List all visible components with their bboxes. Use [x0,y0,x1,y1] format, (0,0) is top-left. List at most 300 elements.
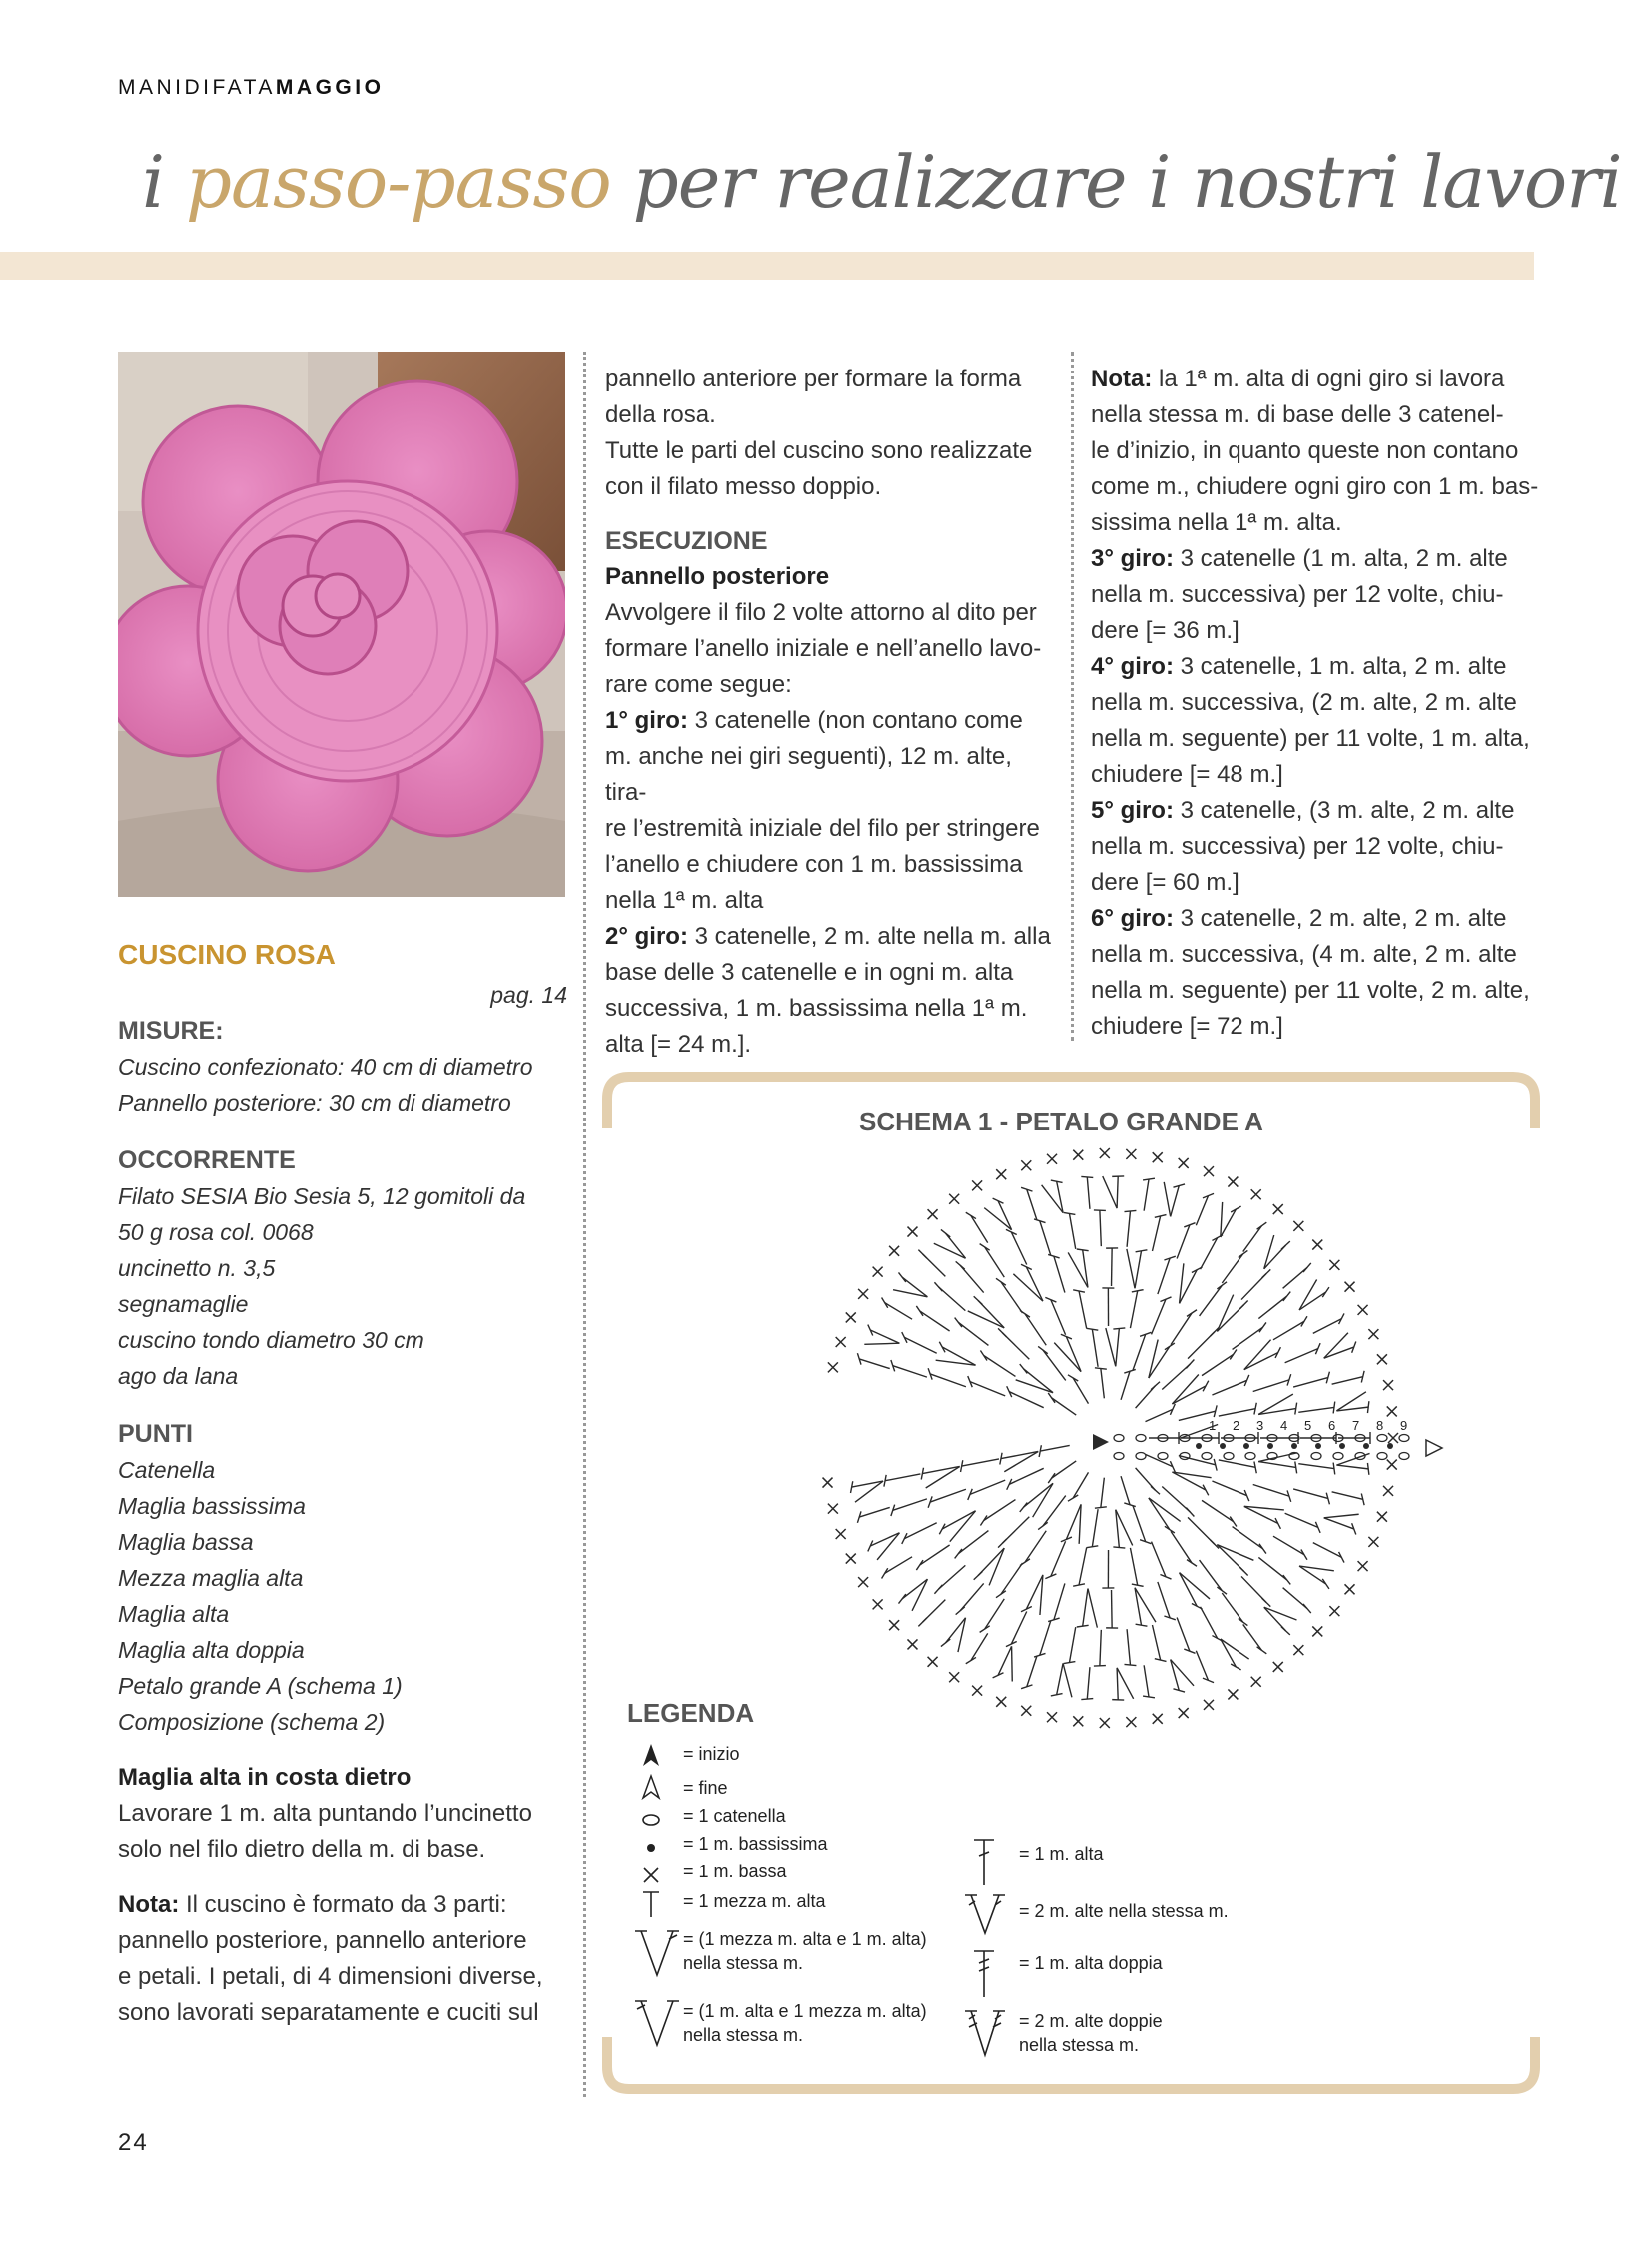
legend-row-hdc [633,1887,1013,1921]
giro2-line-1 [605,919,1057,955]
giro5-line-2: nella m. successiva) per 12 volte, chiu- [1091,833,1504,860]
stitch-crossbar [1020,1364,1028,1373]
stitch-crossbar [1231,1664,1240,1670]
slip-stitch-mark [1339,1443,1345,1449]
stitch-post-pair [1217,1545,1253,1561]
legend-left [633,1740,1013,2059]
stitch-post [1253,1484,1289,1496]
punti-heading: PUNTI [118,1420,193,1448]
stitch-post [1298,1407,1334,1412]
slip-stitch-dot-icon [639,1836,663,1860]
stitch-post-pair [1324,1514,1359,1518]
stitch-crossbar [934,1585,942,1594]
stitch-crossbar [956,1261,965,1269]
stitch-crossbar [918,1618,926,1627]
stitch-post [1212,1481,1246,1496]
intro-line-1: pannello anteriore per formare la forma [605,366,1022,392]
stitch-crossbar [1281,1241,1290,1249]
stitch-post [1051,1541,1066,1576]
stitch-post [1202,1500,1234,1521]
stitch-crossbar [1007,1479,1012,1490]
stitch-post [1144,1179,1149,1211]
single-crochet-mark [846,1312,856,1322]
hdc-dc-v-icon [633,1925,681,1981]
single-crochet-mark [1153,1714,1163,1724]
end-marker [1426,1440,1442,1456]
stitch-crossbar [1020,1503,1028,1512]
stitch-post [1212,1380,1246,1395]
stitch-post [1052,1398,1077,1415]
rnota-label: Nota: [1091,366,1153,392]
stitch-post [1152,1299,1166,1334]
chain-mark [1377,1435,1387,1442]
stitch-crossbar [996,1278,1006,1285]
stitch-post [1313,1543,1341,1558]
legend-row-chain [633,1804,1013,1832]
intro-line-3: Tutte le parti del cuscino sono realizzate [605,437,1033,464]
stitch-post-pair [1299,1280,1317,1310]
single-crochet-mark [972,1686,982,1696]
single-crochet-mark [823,1478,833,1488]
giro2-first-text: 3 catenelle, 2 m. alte nella m. alla [687,923,1051,950]
stitch-post [1066,1504,1081,1539]
stitch-crossbar [980,1351,987,1361]
single-crochet-mark [1251,1189,1261,1199]
stitch-post-pair [1012,1646,1013,1681]
stitch-post [1298,1464,1334,1469]
punti-line-7: Petalo grande A (schema 1) [118,1673,403,1699]
title-part-1: i [142,140,186,224]
stitch-crossbar [1239,1567,1247,1576]
stitch-post [1054,1583,1065,1619]
stitch-post [1200,1285,1223,1316]
stitch-post [1027,1189,1037,1219]
schema-title: SCHEMA 1 - PETALO GRANDE A [859,1107,1263,1136]
pannello-heading: Pannello posteriore [605,563,830,590]
stitch-crossbar [1283,1575,1290,1584]
stitch-post [1092,1329,1098,1367]
giro2-label: 2° giro: [605,923,688,950]
stitch-crossbar [1186,1508,1194,1517]
stitch-crossbar [1038,1346,1048,1353]
stitch-crossbar [998,1328,1006,1337]
stitch-post [1130,1548,1137,1585]
single-crochet-mark [858,1289,868,1299]
stitch-post [1024,1483,1054,1507]
single-crochet-mark [1312,1240,1322,1250]
giro6-line-3: nella m. seguente) per 11 volte, 2 m. alte, [1091,977,1530,1004]
costa-heading: Maglia alta in costa dietro [118,1764,412,1791]
stitch-crossbar [1303,1604,1311,1613]
single-crochet-mark [1387,1406,1397,1416]
stitch-crossbar [1339,1313,1344,1324]
stitch-crossbar [1095,1507,1107,1508]
single-crochet-mark [1204,1166,1214,1176]
slip-stitch-mark [1267,1443,1273,1449]
punti-line-8: Composizione (schema 2) [118,1709,386,1735]
stitch-post [1221,1209,1237,1237]
stitch-crossbar [1124,1664,1136,1665]
stitch-crossbar [1322,1579,1329,1589]
stitch-post-pair [950,1511,976,1542]
single-crochet-mark [1153,1152,1163,1162]
giro4-line-2: nella m. successiva, (2 m. alte, 2 m. alte [1091,689,1517,716]
chain-mark [1311,1453,1321,1460]
stitch-post [1258,1557,1286,1579]
stitch-crossbar [1170,1461,1175,1472]
single-crochet-mark [1345,1584,1355,1594]
stitch-post [870,1330,899,1343]
stitch-post-pair [1217,1295,1233,1332]
chain-mark [1399,1435,1409,1442]
stitch-post [984,1356,1016,1377]
stitch-post [1233,1327,1263,1349]
title-part-2: per realizzare i nostri lavori [610,140,1622,224]
stitch-crossbar [918,1250,926,1259]
single-crochet-mark [1358,1305,1368,1315]
stitch-post-pair [1054,1343,1081,1372]
stitch-crossbar [1095,1368,1107,1369]
stitch-crossbar [1295,1461,1297,1473]
stitch-post [1083,1589,1088,1627]
stitch-crossbar [868,1325,873,1336]
stitch-post [1243,1624,1262,1650]
legend-right [969,1834,1348,2069]
single-crochet-mark [858,1577,868,1587]
stitch-crossbar [1081,1699,1093,1700]
stitch-crossbar [1333,1463,1335,1475]
stitch-crossbar [1301,1316,1307,1326]
stitch-post [1040,1445,1069,1451]
page-number: 24 [118,2129,149,2156]
stitch-post [1121,1371,1130,1400]
stitch-post [1222,1254,1242,1283]
stitch-post [1127,1211,1130,1247]
stitch-post [1285,1513,1318,1527]
stitch-post [1079,1548,1087,1585]
stitch-post [1009,1392,1043,1408]
stitch-post [885,1303,912,1320]
stitch-post [1127,1629,1130,1665]
avvolgere-line-2: formare l’anello iniziale e nell’anello lavo- [605,635,1042,662]
treble-crochet-icon [969,1945,999,2001]
rnota-line-5: sissima nella 1ª m. alta. [1091,509,1342,536]
stitch-crossbar [882,1568,888,1578]
single-crochet-mark [996,1169,1006,1179]
stitch-post [1100,1210,1101,1246]
giro4-first-text: 3 catenelle, 1 m. alta, 2 m. alte [1173,653,1507,680]
avvolgere-line-1: Avvolgere il filo 2 volte attorno al dito per [605,599,1037,626]
single-crochet-mark [1021,1160,1031,1170]
stitch-crossbar [1081,1176,1093,1177]
single-crochet-mark [1368,1537,1378,1547]
stitch-post [859,1507,890,1517]
single-crochet-mark [907,1227,917,1237]
stitch-crossbar [1295,1403,1297,1415]
brand-bold: MAGGIO [275,76,385,99]
costa-line-1: Lavorare 1 m. alta puntando l’uncinetto [118,1800,532,1827]
stitch-post [1152,1625,1160,1660]
stitch-crossbar [898,1272,905,1281]
cushion-photo [118,352,565,897]
punti-line-6: Maglia alta doppia [118,1637,305,1663]
legend-row-end [633,1772,1013,1804]
dc-hdc-v-icon [633,1995,681,2051]
stitch-post-pair [864,1343,899,1344]
stitch-post [1324,1518,1354,1529]
single-crochet-mark [1179,1158,1189,1168]
stitch-crossbar [993,1198,1004,1203]
stitch-crossbar [980,1626,990,1633]
occorrente-line-3: uncinetto n. 3,5 [118,1255,276,1281]
intro-line-4: con il filato messo doppio. [605,473,882,500]
giro6-line-4: chiudere [= 72 m.] [1091,1013,1283,1040]
single-crochet-mark [836,1337,846,1347]
legend-row-slip [633,1832,1013,1860]
legend-dc-hdc-line2: nella stessa m. [683,2025,804,2045]
single-crochet-mark [836,1529,846,1539]
single-crochet-mark [846,1554,856,1564]
stitch-post [1052,1461,1077,1478]
stitch-post [1117,1176,1118,1208]
stitch-post [1177,1225,1190,1259]
stitch-post [1179,1456,1216,1465]
nota-line-3: e petali. I petali, di 4 dimensioni diverse, [118,1963,543,1990]
punti-line-3: Maglia bassa [118,1529,254,1555]
chain-mark [1136,1435,1146,1442]
single-crochet-mark [1293,1645,1303,1655]
giro6-line-1 [1091,901,1540,937]
stitch-post [1233,1527,1263,1549]
stitch-crossbar [996,1591,1006,1598]
giro1-line-3: re l’estremità iniziale del filo per stringere [605,815,1040,842]
nota-line-2: pannello posteriore, pannello anteriore [118,1927,527,1954]
chain-mark [1158,1453,1168,1460]
giro1-line-1 [605,703,1057,739]
slip-stitch-mark [1363,1443,1369,1449]
stitch-post-pair [1164,1182,1170,1217]
stitch-crossbar [898,1594,905,1603]
stitch-crossbar [1068,1495,1078,1501]
stitch-post [1040,1621,1051,1655]
single-crochet-mark [1228,1689,1238,1699]
stitch-post [1258,1296,1286,1318]
rose-cushion-illustration [118,352,565,897]
stitch-crossbar [980,1515,987,1525]
stitch-post [1201,1607,1218,1639]
stitch-post [1177,1618,1190,1652]
stitch-crossbar [1239,1300,1247,1309]
chain-mark [1245,1453,1255,1460]
stitch-post [1180,1573,1198,1607]
giro2-line-4: alta [= 24 m.]. [605,1031,752,1058]
occorrente-line-5: cuscino tondo diametro 30 cm [118,1327,424,1353]
stitch-crossbar [1257,1647,1267,1654]
stitch-post-pair [1013,1274,1043,1301]
stitch-post [1201,1238,1218,1270]
row-number-label: 2 [1233,1418,1240,1433]
stitch-post [1001,1282,1023,1313]
stitch-post [1158,1258,1170,1294]
giro5-first-text: 3 catenelle, (3 m. alte, 2 m. alte [1173,797,1515,824]
chain-mark [1136,1453,1146,1460]
stitch-post [1043,1350,1066,1380]
stitch-post [1043,1496,1066,1526]
single-crochet-mark [1047,1712,1057,1722]
stitch-post-pair [1244,1340,1271,1370]
stitch-post [958,1531,988,1554]
stitch-post [1101,1478,1104,1508]
stitch-post [885,1557,912,1574]
stitch-post [960,1583,983,1610]
stitch-crossbar [1333,1402,1335,1414]
row-number-label: 8 [1376,1418,1384,1433]
punti-line-1: Catenella [118,1457,216,1483]
stitch-post [1066,1337,1081,1372]
single-crochet-mark [1204,1700,1214,1710]
legend-row-start [633,1740,1013,1772]
avvolgere-line-3: rare come segue: [605,671,792,698]
chain-mark [1114,1453,1124,1460]
legend-hdc-dc-line2: nella stessa m. [683,1953,804,1973]
stitch-post [1051,1300,1066,1335]
title-band [0,252,1534,280]
stitch-post [1283,1588,1307,1609]
legend-row-tr [969,1941,1348,2005]
stitch-post [1116,1328,1120,1366]
slip-stitch-mark [1387,1443,1393,1449]
stitch-post [985,1599,1005,1629]
stitch-crossbar [939,1524,945,1535]
stitch-post [893,1366,927,1377]
two-tr-v-icon [963,2005,1007,2061]
single-crochet-mark [1377,1354,1387,1364]
stitch-post [930,1489,966,1502]
single-crochet-mark [949,1194,959,1204]
stitch-post [904,1337,936,1353]
stitch-post [1144,1665,1149,1697]
legend-row-2tr [969,2005,1348,2069]
single-crochet-mark [873,1267,883,1277]
giro4-line-3: nella m. seguente) per 11 volte, 1 m. alta, [1091,725,1530,752]
legend-dc-hdc-line1: = (1 m. alta e 1 mezza m. alta) [683,2001,927,2021]
stitch-crossbar [1275,1347,1280,1358]
giro4-label: 4° giro: [1091,653,1174,680]
giro6-line-2: nella m. successiva, (4 m. alte, 2 m. alte [1091,941,1517,968]
single-crochet-mark [1073,1716,1083,1726]
stitch-crossbar [1367,1463,1368,1475]
stitch-post [902,1579,927,1599]
single-crochet-mark [1383,1380,1393,1390]
stitch-post [1285,1349,1318,1363]
stitch-post-pair [1063,1663,1072,1697]
single-crochet-mark [1388,1433,1398,1443]
stitch-post-pair [984,1208,1011,1230]
stitch-crossbar [1262,1598,1271,1606]
nota-first-line: Il cuscino è formato da 3 parti: [179,1891,507,1918]
end-triangle-icon [639,1774,663,1802]
stitch-post [1112,1590,1113,1628]
stitch-post-pair [1088,1589,1097,1628]
stitch-post-pair [1117,1668,1134,1699]
stitch-post [984,1500,1016,1521]
stitch-crossbar [1038,1522,1048,1529]
crochet-chart [769,1138,1448,1798]
legend-sc-text: = 1 m. bassa [683,1862,787,1881]
stitch-post [1158,1582,1170,1618]
punti-line-4: Mezza maglia alta [118,1565,304,1591]
stitch-crossbar [1048,1473,1055,1483]
stitch-post [1273,1321,1304,1339]
giro4-line-1 [1091,649,1540,685]
half-double-t-icon [639,1889,663,1919]
stitch-post [1087,1177,1090,1209]
legend-chain-text: = 1 catenella [683,1806,786,1826]
stitch-crossbar [1143,1696,1155,1698]
single-crochet-mark [996,1697,1006,1707]
occorrente-line-2: 50 g rosa col. 0068 [118,1219,314,1245]
chain-mark [1202,1453,1212,1460]
legend-row-dc [969,1834,1348,1897]
stitch-post [1332,1377,1363,1384]
stitch-post [1057,1663,1063,1694]
legend-title: LEGENDA [627,1698,755,1728]
legend-end-text: = fine [683,1778,728,1798]
legend-hdc-dc-line1: = (1 mezza m. alta e 1 m. alta) [683,1929,927,1949]
stitch-crossbar [1143,1178,1155,1180]
stitch-post-pair [1106,1328,1116,1366]
giro5-label: 5° giro: [1091,797,1174,824]
chain-mark [1377,1453,1387,1460]
stitch-crossbar [916,1560,923,1570]
stitch-post-pair [1258,1453,1297,1462]
stitch-post [1283,1267,1307,1288]
stitch-crossbar [1170,1404,1175,1415]
legend-row-sc [633,1860,1013,1887]
legend-tr-text: = 1 m. alta doppia [1019,1953,1163,1973]
single-crochet-mark [1293,1221,1303,1231]
single-crochet-mark [1228,1177,1238,1187]
nota-line-4: sono lavorati separatamente e cuciti sul [118,1999,539,2026]
stitch-post [1073,1472,1088,1498]
stitch-post [942,1511,975,1529]
stitch-post [958,1322,988,1345]
legend-row-dc-hdc [633,1995,1013,2059]
stitch-crossbar [1367,1401,1368,1413]
giro2-line-2: base delle 3 catenelle e in ogni m. alta [605,959,1014,986]
stitch-post [1202,1354,1234,1375]
stitch-crossbar [956,1607,965,1615]
chain-mark [1224,1453,1234,1460]
stitch-crossbar [1006,1229,1017,1234]
giro5-line-3: dere [= 60 m.] [1091,869,1239,896]
stitch-crossbar [1068,1375,1078,1381]
stitch-crossbar [1187,1310,1197,1317]
giro1-line-2: m. anche nei giri seguenti), 12 m. alte, tira- [605,743,1012,806]
stitch-post [920,1311,950,1331]
single-crochet-mark [1073,1150,1083,1160]
stitch-post [1112,1248,1113,1286]
legend-2tr-line2: nella stessa m. [1019,2035,1140,2055]
stitch-post [1073,1378,1088,1404]
stitch-crossbar [1203,1381,1209,1392]
stitch-crossbar [993,1673,1004,1678]
single-crochet-mark [1345,1282,1355,1292]
row-number-label: 3 [1256,1418,1264,1433]
stitch-post [1121,1476,1130,1505]
legend-row-2dc [969,1897,1348,1941]
stitch-crossbar [974,1572,983,1580]
